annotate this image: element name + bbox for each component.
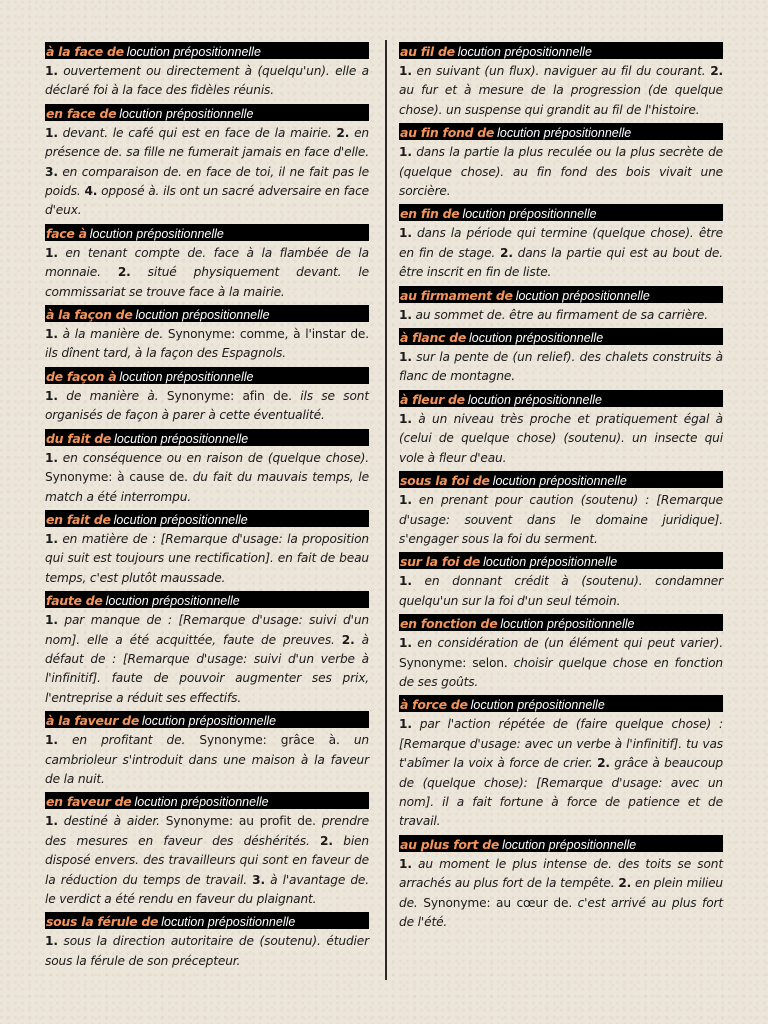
sense-number: 2. [117,265,131,280]
sense-number: 2. [597,756,610,771]
entry-term: à la façon de [46,307,133,323]
definition-text: dans la période qui termine (quelque chose). être en fin de stage. [399,226,723,260]
entry-term: en face de [46,105,117,121]
definition-text: destiné à aider. [57,814,166,829]
sense-number: 1. [399,574,412,589]
dictionary-entry [399,390,723,468]
entry-definition [399,634,723,692]
entry-definition [45,124,369,221]
entry-part-of-speech: locution prépositionnelle [500,617,635,632]
sense-number: 1. [45,450,58,465]
entry-header [45,104,369,121]
entry-part-of-speech: locution prépositionnelle [457,45,592,59]
dictionary-entry [45,42,369,101]
entry-definition [45,325,369,364]
definition-text: en prenant pour caution (soutenu) : [Remarque d'usage: souvent dans le domaine juridique]. s'engager sous la foi du serment. [399,493,723,546]
sense-number: 2. [618,876,632,891]
sense-number: 1. [45,245,58,260]
definition-text: situé physiquement devant. le commissariat se trouve face à la mairie. [45,265,369,299]
entry-header [399,552,723,569]
sense-number: 1. [399,145,412,160]
definition-text: sous la direction autoritaire de (soutenu). étudier sous la férule de son précepteur. [45,934,369,968]
entry-header [399,835,723,852]
entry-definition [45,244,369,302]
entry-term: en faveur de [46,794,132,810]
entry-part-of-speech: locution prépositionnelle [492,474,627,489]
sense-number: 1. [45,125,58,140]
entry-header [45,42,369,59]
dictionary-entry [45,591,369,708]
entry-part-of-speech: locution prépositionnelle [134,795,269,810]
definition-text: sur la pente de (un relief). des chalets construits à flanc de montagne. [399,350,723,384]
entry-term: à flanc de [400,330,467,346]
definition-text: ils dînent tard, à la façon des Espagnols. [45,346,286,361]
entry-definition [45,611,369,708]
entry-part-of-speech: locution prépositionnelle [502,837,637,852]
entry-part-of-speech: locution prépositionnelle [113,512,248,527]
definition-text: du fait du mauvais temps, le match a été interrompu. [45,470,369,504]
entry-part-of-speech: locution prépositionnelle [161,915,296,930]
entry-term: à la faveur de [46,713,139,729]
entry-term: face à [46,225,87,241]
definition-text: en suivant (un flux). naviguer au fil du courant. [411,64,711,78]
sense-number: 1. [45,613,58,628]
synonym-note: Synonyme: comme, à l'instar de. [167,327,369,342]
sense-number: 3. [45,164,58,179]
synonym-note: Synonyme: afin de. [166,388,292,403]
sense-number: 2. [320,833,333,848]
definition-text: un cambrioleur s'introduit dans une maison à la faveur de la nuit. [45,733,369,786]
entry-header [45,510,369,527]
dictionary-entry [45,792,369,909]
entry-header [45,367,369,384]
definition-text: à un niveau très proche et pratiquement égal à (celui de quelque chose) (soutenu). un insecte qui vole à fleur d'eau. [399,411,723,465]
definition-text: au sommet de. être au firmament de sa carrière. [411,307,708,322]
dictionary-entry [399,695,723,831]
definition-text: en tenant compte de. face à la flambée de la monnaie. [45,245,369,280]
sense-number: 1. [45,327,58,342]
sense-number: 4. [84,184,98,199]
entry-part-of-speech: locution prépositionnelle [135,308,270,323]
entry-term: à fleur de [400,391,465,407]
entry-definition [399,306,723,325]
entry-part-of-speech: locution prépositionnelle [105,594,240,609]
definition-text: par manque de : [Remarque d'usage: suivi d'un nom]. elle a été acquittée, faute de preuves. [45,613,369,647]
entry-header [399,286,723,303]
sense-number: 1. [45,64,58,78]
dictionary-entry [45,367,369,426]
entry-definition [45,449,369,507]
entry-term: sous la foi de [400,473,490,489]
entry-part-of-speech: locution prépositionnelle [126,45,261,59]
definition-text: ouvertement ou directement à (quelqu'un). elle a déclaré foi à la face des fidèles réunis. [45,64,369,98]
definition-text: au moment le plus intense de. des toits se sont arrachés au plus fort de la tempête. [399,856,723,891]
entry-definition [45,812,369,909]
dictionary-entry [45,429,369,507]
entry-definition [399,348,723,387]
dictionary-entry [399,328,723,387]
definition-text: en donnant crédit à (soutenu). condamner quelqu'un sur la foi d'un seul témoin. [399,574,723,608]
definition-text: grâce à beaucoup de (quelque chose): [Remarque d'usage: avec un nom]. il a fait fortune à force de patience et de travail. [399,756,723,829]
sense-number: 1. [399,411,412,426]
definition-text: en plein milieu de. [399,876,723,910]
entry-part-of-speech: locution prépositionnelle [89,226,224,241]
entry-definition [45,62,369,101]
entry-header [399,614,723,631]
entry-part-of-speech: locution prépositionnelle [470,698,605,713]
dictionary-entry [399,614,723,692]
dictionary-entry [45,510,369,588]
definition-text: dans la partie qui est au bout de. être inscrit en fin de liste. [399,245,723,280]
definition-text: au fur et à mesure de la progression (de quelque chose). un suspense qui grandit au fil de l'histoire. [399,83,723,117]
definition-text: en matière de : [Remarque d'usage: la proposition qui suit est toujours une rectification]. en fait de beau temps, c'est plutôt maussade. [45,531,369,585]
sense-number: 1. [399,226,412,241]
entry-part-of-speech: locution prépositionnelle [119,369,254,384]
dictionary-entry [399,204,723,282]
definition-text: c'est arrivé au plus fort de l'été. [399,895,723,929]
definition-text: ils se sont organisés de façon à parer à cette éventualité. [45,388,369,423]
entry-part-of-speech: locution prépositionnelle [467,392,602,407]
dictionary-entry [399,286,723,325]
definition-text: bien disposé envers. des travailleurs qui sont en faveur de la réduction du temps de travail. [45,833,369,887]
sense-number: 1. [45,934,58,949]
sense-number: 2. [500,245,513,260]
entry-definition [399,715,723,831]
entry-header [45,305,369,322]
entry-term: de façon à [46,368,117,384]
entry-header [399,123,723,140]
sense-number: 1. [399,636,412,651]
dictionary-entry [45,104,369,221]
entry-definition [399,491,723,549]
entry-header [399,471,723,488]
sense-number: 1. [399,64,412,78]
definition-text: à l'avantage de. le verdict a été rendu en faveur du plaignant. [45,872,369,906]
entry-header [45,591,369,608]
entry-header [399,328,723,345]
definition-text: en présence de. sa fille ne fumerait jamais en face d'elle. [45,125,369,160]
sense-number: 2. [710,64,723,78]
left-column [45,42,369,974]
sense-number: 1. [399,307,412,322]
entry-header [399,204,723,221]
column-divider [385,40,387,980]
dictionary-entry [45,224,369,302]
entry-header [45,429,369,446]
entry-term: en fait de [46,511,111,527]
entry-term: à force de [400,697,468,713]
sense-number: 1. [399,493,412,508]
synonym-note: Synonyme: grâce à. [199,733,340,748]
dictionary-entry [45,305,369,364]
entry-term: au fil de [400,44,455,59]
sense-number: 3. [252,872,265,887]
sense-number: 1. [45,814,58,829]
definition-text: par l'action répétée de (faire quelque chose) : [Remarque d'usage: avec un verbe à l'infinitif]. tu vas t'abîmer la voix à force de crier. [399,717,723,771]
sense-number: 1. [399,717,412,732]
definition-text: dans la partie la plus reculée ou la plus secrète de (quelque chose). au fin fond des bois vivait une sorcière. [399,145,723,199]
definition-text: de manière à. [57,388,167,403]
right-column [399,42,723,935]
entry-header [45,792,369,809]
dictionary-entry [399,552,723,611]
entry-header [399,695,723,712]
definition-text: prendre des mesures en faveur des déshérités. [45,814,369,848]
synonym-note: Synonyme: au cœur de. [423,895,573,910]
entry-term: sous la férule de [46,914,159,930]
entry-term: au fin fond de [400,125,495,141]
entry-term: à la face de [46,44,124,59]
entry-part-of-speech: locution prépositionnelle [142,714,277,729]
entry-term: au plus fort de [400,836,500,852]
entry-definition [399,855,723,933]
synonym-note: Synonyme: au profit de. [165,814,316,829]
entry-part-of-speech: locution prépositionnelle [497,126,632,141]
definition-text: opposé à. ils ont un sacré adversaire en face d'eux. [45,184,369,218]
entry-header [399,42,723,59]
entry-header [45,224,369,241]
dictionary-entry [399,123,723,201]
entry-header [45,711,369,728]
entry-part-of-speech: locution prépositionnelle [483,555,618,570]
dictionary-entry [399,42,723,120]
definition-text: à défaut de : [Remarque d'usage: suivi d'un verbe à l'infinitif]. faute de pouvoir augmenter ses prix, l'entreprise a réduit ses effectifs. [45,632,369,705]
entry-header [399,390,723,407]
entry-part-of-speech: locution prépositionnelle [119,106,254,121]
entry-term: faute de [46,593,103,609]
dictionary-entry [45,912,369,971]
entry-definition [399,410,723,468]
entry-term: en fin de [400,206,460,222]
definition-text: devant. le café qui est en face de la mairie. [57,125,337,140]
entry-definition [399,62,723,120]
entry-part-of-speech: locution prépositionnelle [515,288,650,303]
entry-definition [399,143,723,201]
sense-number: 1. [45,733,58,748]
entry-definition [45,387,369,426]
entry-header [45,912,369,929]
definition-text: en considération de (un élément qui peut varier). [411,636,723,651]
dictionary-entry [399,471,723,549]
entry-term: au firmament de [400,287,513,303]
sense-number: 1. [399,856,412,871]
definition-text: choisir quelque chose en fonction de ses goûts. [399,655,723,689]
entry-term: en fonction de [400,616,498,632]
entry-part-of-speech: locution prépositionnelle [462,207,597,222]
sense-number: 1. [45,531,58,546]
entry-part-of-speech: locution prépositionnelle [114,431,249,446]
entry-definition [45,530,369,588]
definition-text: en comparaison de. en face de toi, il ne fait pas le poids. [45,164,369,199]
sense-number: 1. [45,388,58,403]
entry-term: sur la foi de [400,554,481,570]
entry-definition [399,572,723,611]
dictionary-entry [45,711,369,789]
sense-number: 2. [341,632,355,647]
dictionary-entry [399,835,723,933]
entry-term: du fait de [46,430,112,446]
entry-definition [45,932,369,971]
synonym-note: Synonyme: à cause de. [45,470,188,485]
entry-part-of-speech: locution prépositionnelle [469,331,604,346]
entry-definition [399,224,723,282]
sense-number: 1. [399,350,412,365]
definition-text: en profitant de. [57,733,200,748]
sense-number: 2. [336,125,350,140]
synonym-note: Synonyme: selon. [399,655,508,670]
definition-text: à la manière de. [57,327,168,342]
definition-text: en conséquence ou en raison de (quelque chose). [57,450,369,465]
entry-definition [45,731,369,789]
